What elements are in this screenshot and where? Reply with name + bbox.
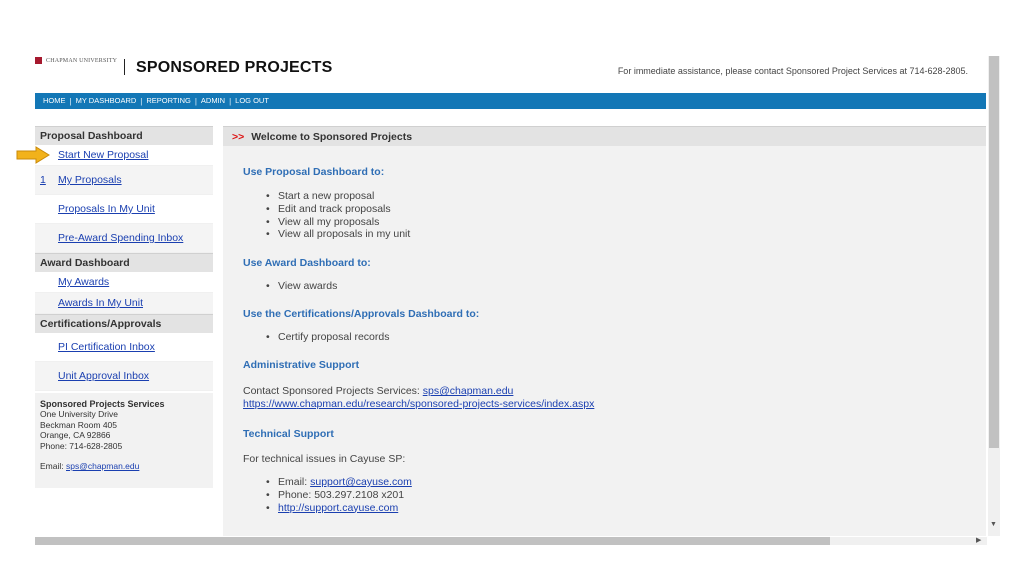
cert-dashboard-list <box>266 331 389 344</box>
list-item: • Phone: 503.297.2108 x201 <box>266 489 412 502</box>
technical-support-title: Technical Support <box>243 428 334 440</box>
admin-support-title: Administrative Support <box>243 359 360 371</box>
my-proposals-count[interactable]: 1 <box>40 174 46 186</box>
logo-mark-icon <box>35 57 42 64</box>
pi-certification-inbox-link[interactable]: PI Certification Inbox <box>58 341 155 353</box>
site-title: SPONSORED PROJECTS <box>136 59 333 76</box>
assistance-text: For immediate assistance, please contact Sponsored Project Services at 714-628-2805. <box>617 66 968 76</box>
award-dashboard-section-title: Use Award Dashboard to: <box>243 257 371 269</box>
sidebar-item-proposals-in-my-unit <box>35 195 213 224</box>
tech-email-label: Email: <box>278 476 308 488</box>
start-new-proposal-link[interactable]: Start New Proposal <box>58 149 149 161</box>
cert-dashboard-section-title: Use the Certifications/Approvals Dashboard to: <box>243 308 480 320</box>
contact-address-line: Orange, CA 92866 <box>40 430 111 440</box>
horizontal-scrollbar-thumb[interactable] <box>35 537 830 545</box>
sidebar-item-unit-approval <box>35 362 213 391</box>
award-dashboard-list <box>266 280 337 293</box>
unit-approval-inbox-link[interactable]: Unit Approval Inbox <box>58 370 150 382</box>
welcome-heading: Welcome to Sponsored Projects <box>251 131 413 143</box>
list-item <box>266 476 412 489</box>
technical-support-text: For technical issues in Cayuse SP: <box>243 453 406 465</box>
nav-separator: | <box>140 96 143 106</box>
list-item: • View all my proposals <box>266 216 410 229</box>
admin-url-row <box>243 398 594 410</box>
list-item: • Edit and track proposals <box>266 203 410 216</box>
nav-reporting[interactable]: REPORTING <box>146 96 191 105</box>
proposal-dashboard-section-title: Use Proposal Dashboard to: <box>243 166 385 178</box>
logo-text: CHAPMAN UNIVERSITY <box>46 57 118 64</box>
sidebar-item-pre-award-spending <box>35 224 213 253</box>
admin-support-text <box>243 385 513 397</box>
top-nav-bar <box>35 93 986 109</box>
tech-url-link[interactable]: http://support.cayuse.com <box>278 501 399 514</box>
admin-email-link[interactable]: sps@chapman.edu <box>422 385 514 397</box>
nav-log-out[interactable]: LOG OUT <box>235 96 269 105</box>
nav-separator: | <box>194 96 197 106</box>
sidebar-item-awards-in-my-unit <box>35 293 213 314</box>
sidebar-item-my-awards <box>35 272 213 293</box>
double-chevron-icon: >> <box>232 131 245 143</box>
award-dashboard-heading: Award Dashboard <box>35 253 213 272</box>
left-sidebar <box>35 126 213 488</box>
my-proposals-link[interactable]: My Proposals <box>58 174 122 186</box>
scroll-right-arrow-icon[interactable]: ▶ <box>976 537 982 544</box>
proposal-dashboard-heading: Proposal Dashboard <box>35 126 213 145</box>
sidebar-item-my-proposals <box>35 166 213 195</box>
list-item: • Certify proposal records <box>266 331 389 344</box>
nav-separator: | <box>229 96 232 106</box>
my-awards-link[interactable]: My Awards <box>58 276 110 288</box>
list-item: • View awards <box>266 280 337 293</box>
proposal-dashboard-list <box>266 190 410 241</box>
awards-in-my-unit-link[interactable]: Awards In My Unit <box>58 297 143 309</box>
sidebar-item-start-new-proposal <box>35 145 213 166</box>
main-panel <box>223 126 986 536</box>
sidebar-item-pi-certification <box>35 333 213 362</box>
contact-title: Sponsored Projects Services <box>40 399 165 409</box>
nav-admin[interactable]: ADMIN <box>200 96 226 105</box>
tech-email-link[interactable]: support@cayuse.com <box>310 476 412 488</box>
contact-email-link[interactable]: sps@chapman.edu <box>66 461 140 471</box>
list-item <box>266 502 412 515</box>
scroll-down-arrow-icon[interactable]: ▼ <box>990 521 997 528</box>
contact-box <box>35 393 213 488</box>
contact-address-line: One University Drive <box>40 409 118 419</box>
contact-email-label: Email: <box>40 461 64 471</box>
list-item: • Start a new proposal <box>266 190 410 203</box>
technical-support-list <box>266 476 412 514</box>
nav-my-dashboard[interactable]: MY DASHBOARD <box>75 96 137 105</box>
chapman-logo[interactable] <box>35 57 117 64</box>
contact-email-row <box>40 461 208 471</box>
contact-address-line: Beckman Room 405 <box>40 419 118 430</box>
nav-home[interactable]: HOME <box>43 96 66 105</box>
header-divider <box>124 59 125 75</box>
list-item: • View all proposals in my unit <box>266 228 410 241</box>
contact-phone: Phone: 714-628-2805 <box>40 440 123 451</box>
admin-url-link[interactable]: https://www.chapman.edu/research/sponsored-projects-services/index.aspx <box>243 398 595 410</box>
vertical-scrollbar-thumb[interactable] <box>989 56 999 448</box>
nav-separator: | <box>69 96 72 106</box>
welcome-heading-bar <box>223 126 986 146</box>
admin-support-label: Contact Sponsored Projects Services: <box>243 385 420 397</box>
certifications-approvals-heading: Certifications/Approvals <box>35 314 213 333</box>
pre-award-spending-inbox-link[interactable]: Pre-Award Spending Inbox <box>58 232 184 244</box>
proposals-in-my-unit-link[interactable]: Proposals In My Unit <box>58 203 155 215</box>
